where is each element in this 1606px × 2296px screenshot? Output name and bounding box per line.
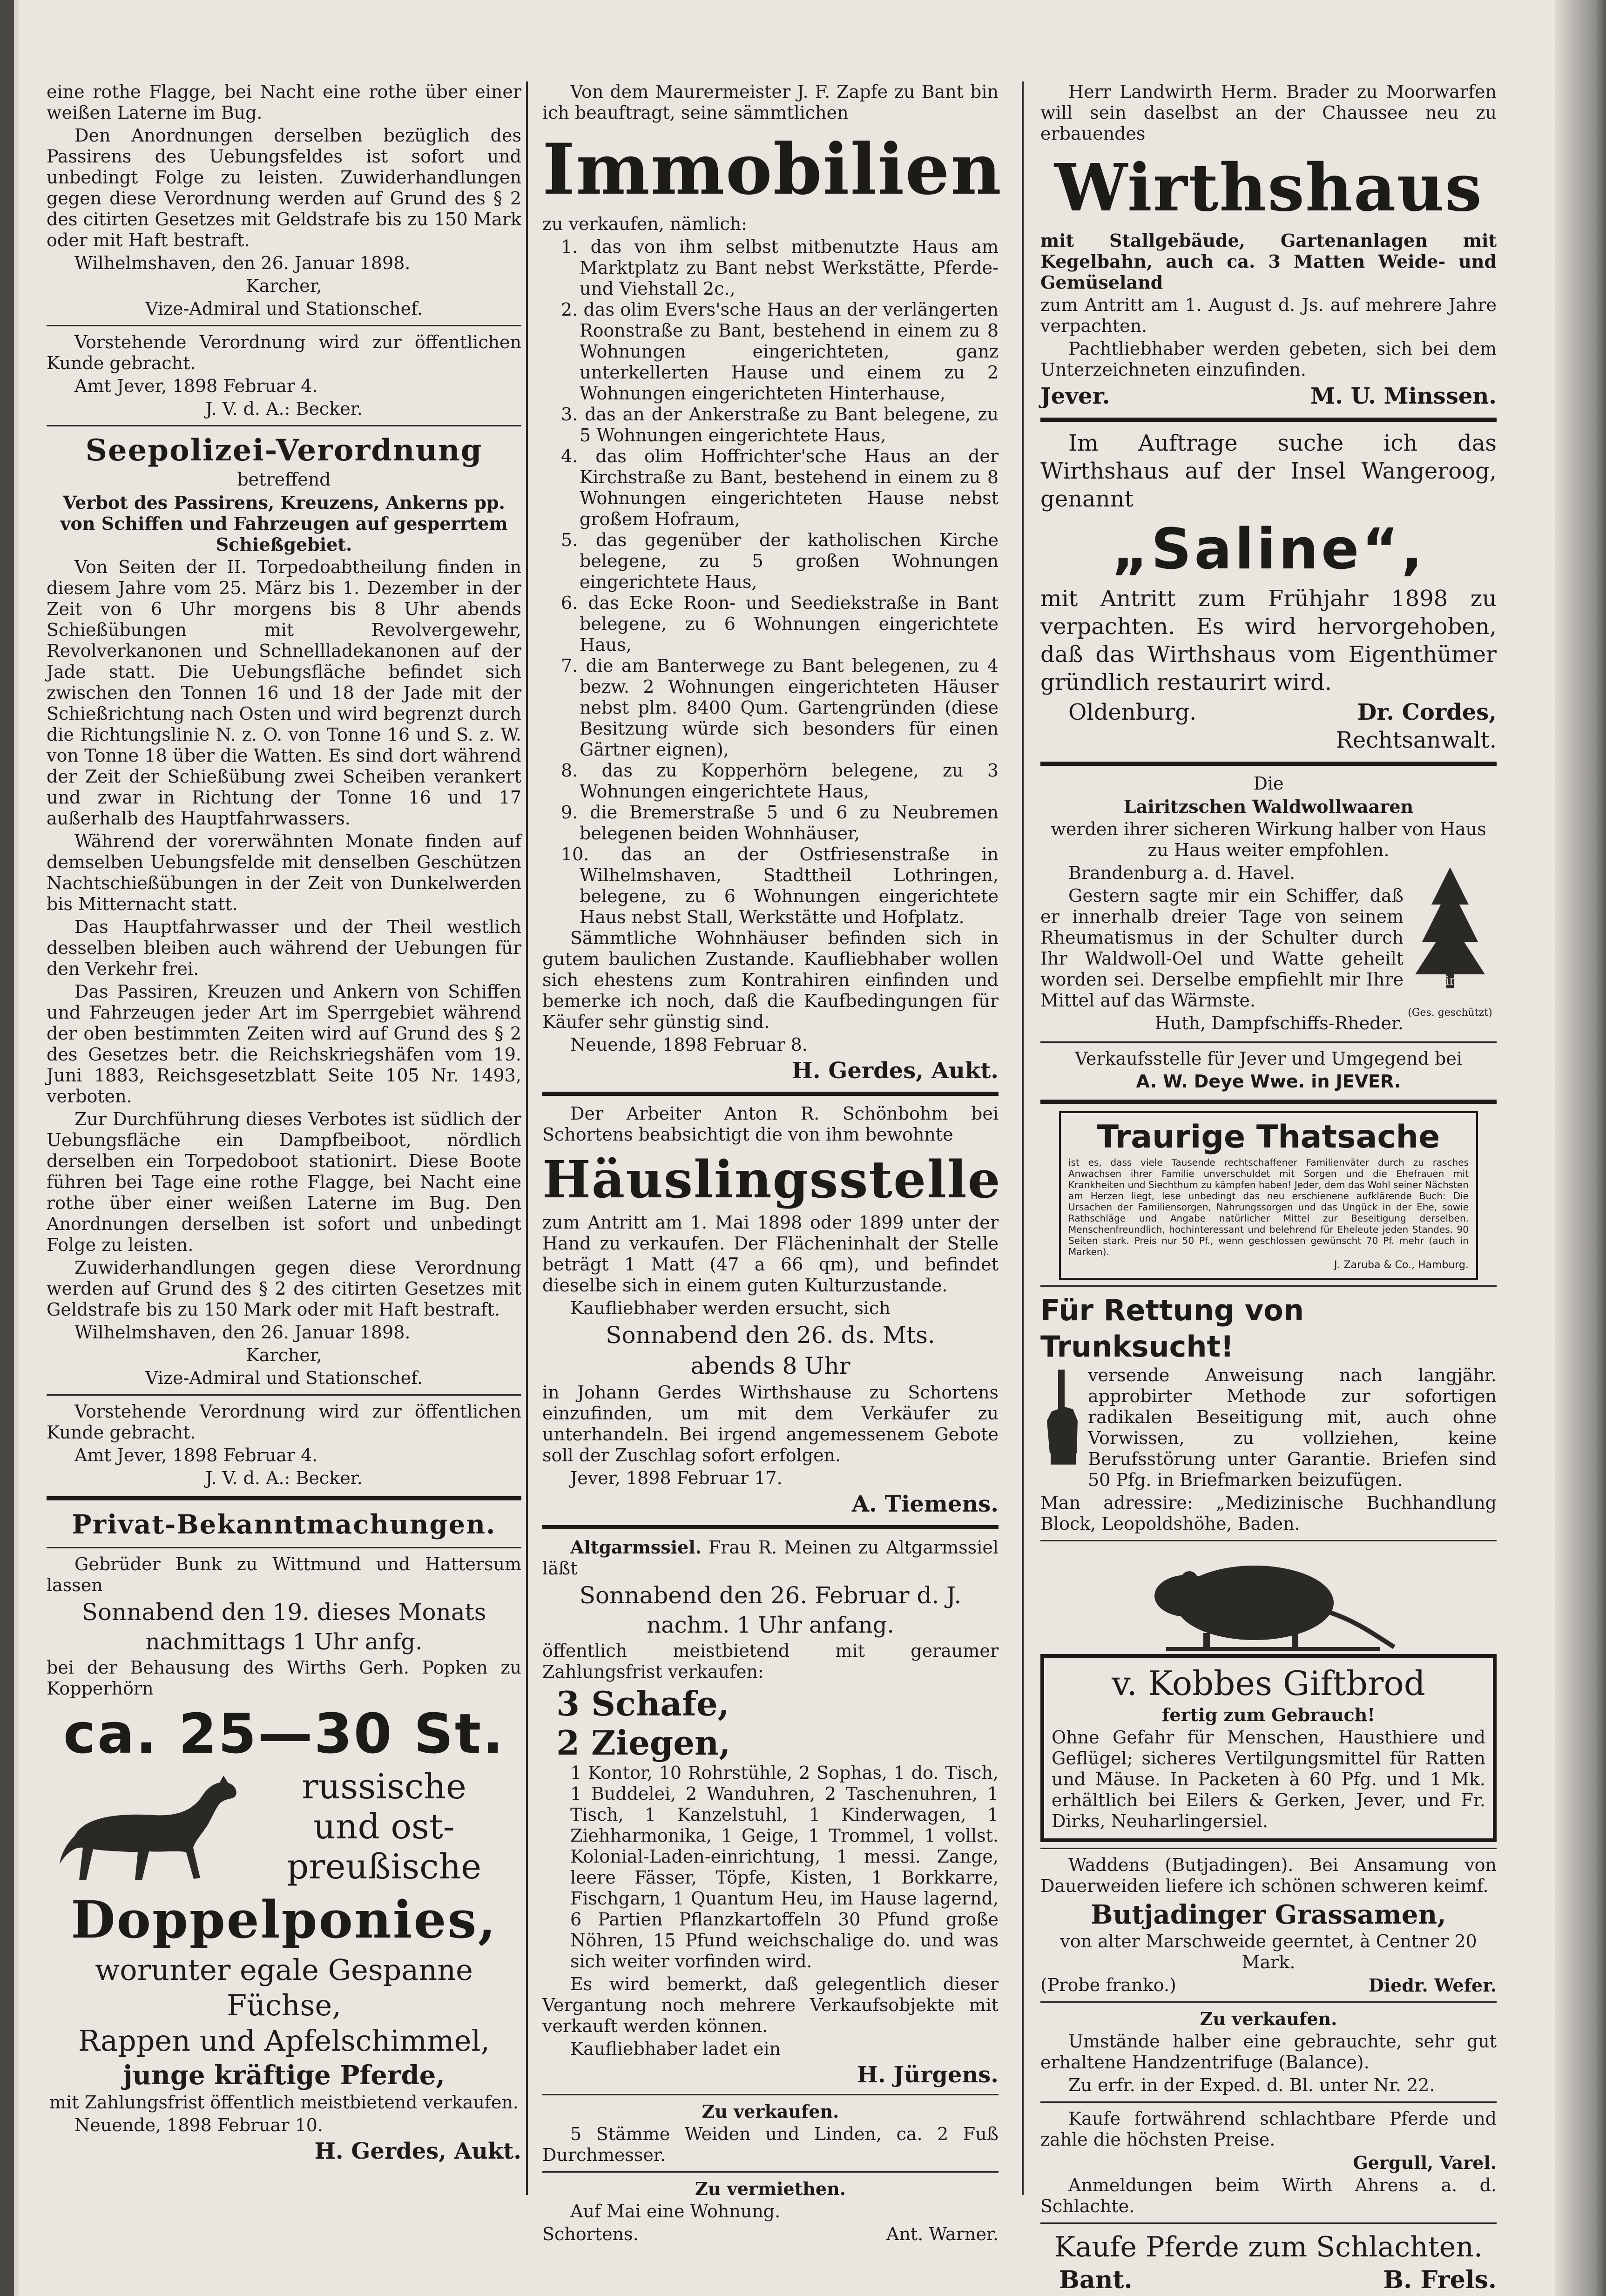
lairitz-text: werden ihrer sicheren Wirkung halber von Haus zu Haus weiter empfohlen. [1051,819,1486,860]
immobilien-item: 3. das an der Ankerstraße zu Bant belegene, zu 5 Wohnungen eingerichtete Haus, [561,404,999,446]
altgarmssiel-time: nachm. 1 Uhr anfang. [647,1612,894,1638]
vermiethen-signature: Ant. Warner. [886,2224,999,2244]
giftbrod-ready: fertig zum Gebrauch! [1162,1704,1375,1725]
altgarmssiel-terms: öffentlich meistbietend mit geraumer Zahlungsfrist verkaufen: [542,1641,999,1682]
seepolizei-subtitle: Verbot des Passirens, Kreuzens, Ankerns pp. von Schiffen und Fahrzeugen auf gesperrtem Schießgebiet. [60,492,508,555]
pferde-text: Kaufe fortwährend schlachtbare Pferde und zahle die höchsten Preise. [1040,2108,1497,2150]
waddens-signature: Diedr. Wefer. [1368,1975,1497,1996]
lairitz-title: Lairitzschen Waldwollwaaren [1123,796,1414,817]
immobilien-place-date: Neuende, 1898 Februar 8. [570,1034,808,1055]
ord1-paragraph-1: eine rothe Flagge, bei Nacht eine rothe über einer weißen Laterne im Bug. [47,81,521,123]
altgarmssiel-signature: H. Jürgens. [857,2062,999,2088]
separator [1040,1540,1497,1541]
seepolizei-signature-title: Vize-Admiral und Stationschef. [145,1368,423,1388]
seepolizei-note: Vorstehende Verordnung wird zur öffentlichen Kunde gebracht. [47,1401,521,1443]
haeusling-signature: A. Tiemens. [851,1491,999,1517]
bunk-place: bei der Behausung des Wirths Gerh. Popken zu Kopperhörn [47,1657,521,1699]
verkaufen-title: Zu verkaufen. [702,2101,839,2122]
altgarmssiel-intro-text: Frau R. Meinen zu Altgarmssiel läßt [542,1537,999,1579]
seepolizei-title: Seepolizei-Verordnung [85,433,483,468]
wirthshaus-signature: M. U. Minssen. [1310,383,1497,409]
haeusling-text-2: Kaufliebhaber werden ersucht, sich [570,1298,891,1318]
section-rule [1040,418,1497,422]
seepolizei-paragraph: Von Seiten der II. Torpedoabtheilung finden in diesem Jahre vom 25. März bis 1. Dezember in der Zeit von 6 Uhr morgens bis 8 Uhr abends Schießübungen mit Revolvergewehr, Revolverkanonen und Schnellladekanonen auf der Jade statt. Die Uebungsfläche befindet sich zwischen den Tonnen 16 und 18 der Jade mit der Schießrichtung nach Osten und wird begrenzt durch die Richtungslinie N. z. O. von Tonne 16 und S. z. W. von Tonne 18 über die Watten. Es sind dort während der Zeit der Schießübung zwei Scheiben verankert und zwar in Richtung der Tonne 16 und 17 außerhalb des Hauptfahrwassers. [47,557,521,829]
waddens-footer [1040,1975,1497,1996]
thatsache-box [1059,1111,1478,1280]
waddens-probe: (Probe franko.) [1040,1975,1176,1995]
immobilien-text: Sämmtliche Wohnhäuser befinden sich in gutem baulichen Zustande. Kaufliebhaber wollen sich ehestens zum Kontrahiren einfinden und bemerke ich noch, daß die Kaufbedingungen für Käufer sehr günstig sind. [542,928,999,1032]
haeusling-place-text: in Johann Gerdes Wirthshause zu Schortens einzufinden, um mit dem Verkäufer zu unterhandeln. Bei irgend angemessenem Gebote soll der Zuschlag sofort erfolgen. [542,1382,999,1465]
schlachten-signature: B. Frels. [1383,2266,1497,2294]
wirthshaus-title: Wirthshaus [1054,150,1483,226]
saline-place: Oldenburg. [1068,699,1197,725]
zentrifuge-title: Zu verkaufen. [1200,2008,1337,2029]
ord1-amt-signature: J. V. d. A.: Becker. [205,398,363,419]
saline-footer [1040,698,1497,726]
lairitz-logo-block [1404,863,1497,1036]
schlachten-title: Kaufe Pferde zum Schlachten. [1054,2231,1483,2263]
bunk-count: ca. 25—30 St. [63,1702,505,1766]
haeusling-date: Sonnabend den 26. ds. Mts. [606,1322,935,1349]
schlachten-footer [1040,2265,1497,2296]
lairitz-die: Die [1253,773,1284,794]
saline-text: mit Antritt zum Frühjahr 1898 zu verpachten. Es wird hervorgehoben, daß das Wirthshaus vom Eigenthümer gründlich restaurirt wird. [1040,586,1497,696]
seepolizei-place-date: Wilhelmshaven, den 26. Januar 1898. [74,1322,411,1343]
column-rule-1 [526,81,528,2195]
haeusling-text: zum Antritt am 1. Mai 1898 oder 1899 unter der Hand zu verkaufen. Der Flächeninhalt der Stelle beträgt 1 Matt (47 a 66 qm), und befindet dieselbe sich in einem guten Kulturzustande. [542,1212,999,1296]
saline-title: „Saline“, [1112,517,1425,582]
saline-signature: Dr. Cordes, [1357,699,1497,725]
altgarmssiel-items: 1 Kontor, 10 Rohrstühle, 2 Sophas, 1 do. Tisch, 1 Buddelei, 2 Wanduhren, 2 Taschenuhren, 1 Tisch, 1 Kanzelstuhl, 1 Kinderwagen, 1 Ziehharmonika, 1 Geige, 1 Trommel, 1 vollst. Kolonial-Laden-einrichtung, 1 messi. Zange, leere Fässer, Töpfe, Kisten, 1 Borkkarre, Fischgarn, 1 Quantum Heu, im Hause lagernd, 6 Partien Pflanzkartoffeln 30 Pfund große Nöhren, 15 Pfund weichschalige do. und was sich weiter vorfinden wird. [570,1763,999,1972]
separator [1040,2222,1497,2224]
wirthshaus-text: zum Antritt am 1. August d. Js. auf mehrere Jahre verpachten. [1040,295,1497,336]
trunksucht-body [1040,1365,1497,1492]
trunksucht-text: versende Anweisung nach langjähr. approbirter Methode zur sofortigen radikalen Beseitigung mit, auch ohne Vorwissen, zu vollziehen, keine Berufsstörung unter Garantie. Briefen sind 50 Pfg. in Briefmarken beizufügen. [1088,1365,1497,1490]
altgarmssiel-place: Altgarmssiel. [570,1537,702,1558]
lairitz-sale: Verkaufsstelle für Jever und Umgegend bei [1074,1048,1463,1069]
seepolizei-amt: Amt Jever, 1898 Februar 4. [74,1445,318,1465]
bunk-sub-line-3: junge kräftige Pferde, [123,2060,445,2091]
haeusling-place-date: Jever, 1898 Februar 17. [570,1468,783,1488]
separator [47,1394,521,1396]
column-2 [542,81,1002,2245]
bunk-breed-line-2: und ost- [313,1807,455,1847]
immobilien-intro: Von dem Maurermeister J. F. Zapfe zu Bant bin ich beauftragt, seine sämmtlichen [542,81,999,123]
pferde-signature: Gergull, Varel. [1353,2152,1497,2173]
wirthshaus-intro: Herr Landwirth Herm. Brader zu Moorwarfen will sein daselbst an der Chaussee neu zu erbauendes [1040,81,1497,144]
thatsache-text: ist es, dass viele Tausende rechtschaffener Familienväter durch zu rasches Anwachsen ihrer Familie unverschuldet mit Sorgen und die Ehefrauen mit Krankheiten und Siechthum zu kämpfen haben! Jeder, dem das Wohl seiner Nächsten am Herzen liegt, lese unbedingt das neu erschienene aufklärende Buch: Die Ursachen der Familiensorgen, Nahrungssorgen und das Ungück in der Ehe, sowie Rathschläge und Angabe natürlicher Mittel zur Beseitigung derselben. Menschenfreundlich, hochinteressant und belehrend für Eheleute jeden Standes. 90 Seiten stark. Preis nur 50 Pf., wenn geschlossen gewünscht 70 Pf. mehr (auch in Marken). [1068,1157,1469,1257]
wirthshaus-footer [1040,382,1497,410]
section-rule [1040,1100,1497,1104]
separator [1040,1285,1497,1287]
bunk-doppelponies: Doppelponies, [71,1890,497,1950]
saline-intro: Im Auftrage suche ich das Wirthshaus auf der Insel Wangeroog, genannt [1040,430,1497,512]
ord1-place-date: Wilhelmshaven, den 26. Januar 1898. [74,253,411,273]
seepolizei-betreffend: betreffend [237,469,331,490]
zentrifuge-reference: Zu erfr. in der Exped. d. Bl. unter Nr. 22. [1068,2075,1435,2095]
seepolizei-paragraph: Während der vorerwähnten Monate finden auf demselben Uebungsfelde mit denselben Geschützen Nachtschießübungen in der Zeit von Dunkelwerden bis Mitternacht statt. [47,831,521,914]
separator [542,2094,999,2095]
waddens-text: Waddens (Butjadingen). Bei Ansamung von Dauerweiden liefere ich schönen schweren keimf. [1040,1855,1497,1896]
immobilien-item: 8. das zu Kopperhörn belegene, zu 3 Wohnungen eingerichtete Haus, [561,760,999,802]
bunk-intro: Gebrüder Bunk zu Wittmund und Hattersum lassen [47,1554,521,1595]
lairitz-testimonial [1040,863,1404,1036]
immobilien-item: 4. das olim Hoffrichter'sche Haus an der Kirchstraße zu Bant, bestehend in einem zu 8 Wohnungen eingerichteten Hause nebst großem Hofraum, [561,446,999,529]
haeusling-intro: Der Arbeiter Anton R. Schönbohm bei Schortens beabsichtigt die von ihm bewohnte [542,1103,999,1145]
rat-illustration [1138,1547,1399,1654]
private-announcements-title: Privat-Bekanntmachungen. [72,1509,496,1540]
seepolizei-paragraph: Zur Durchführung dieses Verbotes ist südlich der Uebungsfläche ein Dampfbeiboot, nördlich derselben ein Torpedoboot stationirt. Diese Boote führen bei Tage eine rothe Flagge, bei Nacht eine rothe über einer weißen Laterne im Bug. Den Anordnungen derselben ist sofort und unbedingt Folge zu leisten. [47,1109,521,1255]
waddens-title: Butjadinger Grassamen, [1091,1899,1446,1930]
separator [1040,2001,1497,2003]
lairitz-logo-sub: (Ges. geschützt) [1408,1007,1492,1019]
immobilien-item: 9. die Bremerstraße 5 und 6 zu Neubremen belegenen beiden Wohnhäuser, [561,802,999,844]
giftbrod-box [1040,1654,1497,1842]
section-rule [1040,762,1497,766]
adjacent-page-edge [0,0,14,2296]
section-rule [542,1092,999,1096]
immobilien-lead: zu verkaufen, nämlich: [542,214,748,234]
ord1-amt: Amt Jever, 1898 Februar 4. [74,376,318,396]
lairitz-seller: A. W. Deye Wwe. in JEVER. [1136,1071,1401,1092]
tree-logo-icon [1408,863,1492,1002]
lairitz-signature: Huth, Dampfschiffs-Rheder. [1154,1013,1404,1033]
separator [47,325,521,326]
ord1-signature: Karcher, [246,276,322,296]
trunksucht-address: Man adressire: „Medizinische Buchhandlung Block, Leopoldshöhe, Baden. [1040,1492,1497,1534]
column-3 [1040,81,1497,2296]
vermiethen-text: Auf Mai eine Wohnung. [570,2201,781,2222]
vermiethen-footer [542,2224,999,2245]
wirthshaus-place: Jever. [1040,383,1110,409]
column-1 [47,81,521,2167]
seepolizei-paragraph: Das Passiren, Kreuzen und Ankern von Schiffen und Fahrzeugen jeder Art im Sperrgebiet während der oben bestimmten Zeiten wird auf Grund des § 2 des Gesetzes betr. die Reichskriegshäfen vom 19. Juni 1883, Reichsgesetzblatt Seite 105 Nr. 1493, verboten. [47,981,521,1107]
immobilien-item: 10. das an der Ostfriesenstraße in Wilhelmshaven, Stadttheil Lothringen, belegene, zu 6 Wohnungen eingerichtete Haus nebst Stall, Werkstätte und Hofplatz. [561,844,999,927]
immobilien-item: 5. das gegenüber der katholischen Kirche belegene, zu 5 großen Wohnungen eingerichtete Haus, [561,530,999,592]
bunk-date: Sonnabend den 19. dieses Monats [81,1599,486,1626]
pointing-hand-icon [1040,1365,1082,1467]
bunk-sub-line-2: Rappen und Apfelschimmel, [78,2024,490,2058]
seepolizei-paragraph: Zuwiderhandlungen gegen diese Verordnung werden auf Grund des § 2 des citirten Gesetzes mit Geldstrafe bis zu 150 Mark oder mit Haft bestraft. [47,1257,521,1320]
column-rule-2 [1022,81,1024,2195]
separator [1040,1848,1497,1849]
bunk-breed-line-1: russische [302,1767,466,1807]
ord1-note: Vorstehende Verordnung wird zur öffentlichen Kunde gebracht. [47,332,521,373]
altgarmssiel-intro [542,1537,999,1579]
giftbrod-text: Ohne Gefahr für Menschen, Hausthiere und Geflügel; sicheres Vertilgungsmittel für Ratten und Mäuse. In Packeten à 60 Pfg. und 1 Mk. erhältlich bei Eilers & Gerken, Jever, und Fr. Dirks, Neuharlingersiel. [1052,1727,1485,1831]
wirthshaus-text-bold: mit Stallgebäude, Gartenanlagen mit Kegelbahn, auch ca. 3 Matten Weide- und Gemüseland [1040,230,1497,293]
bunk-terms: mit Zahlungsfrist öffentlich meistbietend verkaufen. [49,2092,519,2113]
bunk-place-date: Neuende, 1898 Februar 10. [74,2115,324,2135]
lairitz-body [1040,863,1497,1036]
immobilien-item: 7. die am Banterwege zu Bant belegenen, zu 4 bezw. 2 Wohnungen eingerichteten Häuser nebst plm. 8400 Qum. Gartengründen (diese Besitzung würde sich besonders für einen Gärtner eignen), [561,655,999,760]
bunk-sub-line-1: worunter egale Gespanne Füchse, [95,1953,473,2022]
seepolizei-paragraph: Das Hauptfahrwasser und der Theil westlich desselben bleiben auch während der Uebungen für den Verkehr frei. [47,917,521,979]
zentrifuge-text: Umstände halber eine gebrauchte, sehr gut erhaltene Handzentrifuge (Balance). [1040,2031,1497,2073]
lairitz-place: Brandenburg a. d. Havel. [1068,863,1296,883]
lairitz-logo-text: Lairitz [1430,974,1470,988]
immobilien-signature: H. Gerdes, Aukt. [791,1058,999,1084]
immobilien-title: Immobilien [542,128,1002,210]
wirthshaus-text-2: Pachtliebhaber werden gebeten, sich bei dem Unterzeichneten einzufinden. [1040,338,1497,380]
bunk-time: nachmittags 1 Uhr anfg. [145,1629,423,1655]
pferde-note: Anmeldungen beim Wirth Ahrens a. d. Schlachte. [1040,2175,1497,2216]
haeusling-title: Häuslingsstelle [542,1149,1001,1209]
giftbrod-title: v. Kobbes Giftbrod [1112,1664,1425,1703]
seepolizei-signature: Karcher, [246,1345,322,1365]
thatsache-title: Traurige Thatsache [1097,1119,1440,1155]
haeusling-time: abends 8 Uhr [690,1352,850,1379]
seepolizei-amt-signature: J. V. d. A.: Becker. [205,1468,363,1488]
ord1-paragraph-2: Den Anordnungen derselben bezüglich des Passirens des Uebungsfeldes ist sofort und unbedingt Folge zu leisten. Zuwiderhandlungen gegen diese Verordnung werden auf Grund des § 2 des citirten Gesetzes mit Geldstrafe bis zu 150 Mark oder mit Haft bestraft. [47,125,521,250]
separator [1040,2101,1497,2103]
bunk-signature: H. Gerdes, Aukt. [314,2138,521,2164]
scan-shadow-edge [1555,0,1606,2296]
vermiethen-place: Schortens. [542,2224,639,2244]
immobilien-item: 1. das von ihm selbst mitbenutzte Haus am Marktplatz zu Bant nebst Werkstätte, Pferde- und Viehstall 2c., [561,236,999,299]
separator [542,2171,999,2173]
altgarmssiel-schafe: 3 Schafe, [556,1684,729,1723]
bunk-breed-line-3: preußische [286,1847,482,1887]
section-rule [542,1525,999,1529]
lairitz-quote: Gestern sagte mir ein Schiffer, daß er innerhalb dreier Tage von seinem Rheumatismus in der Schulter durch Ihr Waldwoll-Oel und Watte geheilt worden sei. Derselbe empfiehlt mir Ihre Mittel auf das Wärmste. [1040,885,1404,1011]
saline-signature-title: Rechtsanwalt. [1336,727,1497,753]
vermiethen-title: Zu vermiethen. [695,2178,846,2199]
altgarmssiel-invite: Kaufliebhaber ladet ein [570,2039,781,2059]
immobilien-item: 2. das olim Evers'sche Haus an der verlängerten Roonstraße zu Bant, bestehend in einem zu 8 Wohnungen eingerichteten, ganz unterkellerten Hause und einem zu 2 Wohnungen eingerichteten Hinterhause, [561,299,999,404]
section-rule [47,1496,521,1500]
verkaufen-text: 5 Stämme Weiden und Linden, ca. 2 Fuß Durchmesser. [542,2124,999,2165]
immobilien-item: 6. das Ecke Roon- und Seediekstraße in Bant belegene, zu 6 Wohnungen eingerichtete Haus, [561,593,999,655]
bunk-breed-block [247,1767,521,1887]
ord1-signature-title: Vize-Admiral und Stationschef. [145,298,423,319]
altgarmssiel-note: Es wird bemerkt, daß gelegentlich dieser Vergantung noch mehrere Verkaufsobjekte mit verkauft werden können. [542,1974,999,2036]
immobilien-list [561,236,999,928]
schlachten-place: Bant. [1059,2266,1133,2294]
altgarmssiel-date: Sonnabend den 26. Februar d. J. [579,1582,962,1609]
trunksucht-title: Für Rettung von Trunksucht! [1040,1293,1304,1364]
altgarmssiel-ziegen: 2 Ziegen, [556,1723,731,1763]
separator [47,425,521,426]
separator [47,1547,521,1548]
thatsache-publisher: J. Zaruba & Co., Hamburg. [1334,1259,1469,1271]
separator [1040,1041,1497,1043]
bunk-horse-block [47,1766,521,1887]
horse-illustration [47,1766,247,1887]
waddens-text-2: von alter Marschweide geerntet, à Centner 20 Mark. [1060,1931,1477,1972]
page-gutter [14,0,19,2296]
